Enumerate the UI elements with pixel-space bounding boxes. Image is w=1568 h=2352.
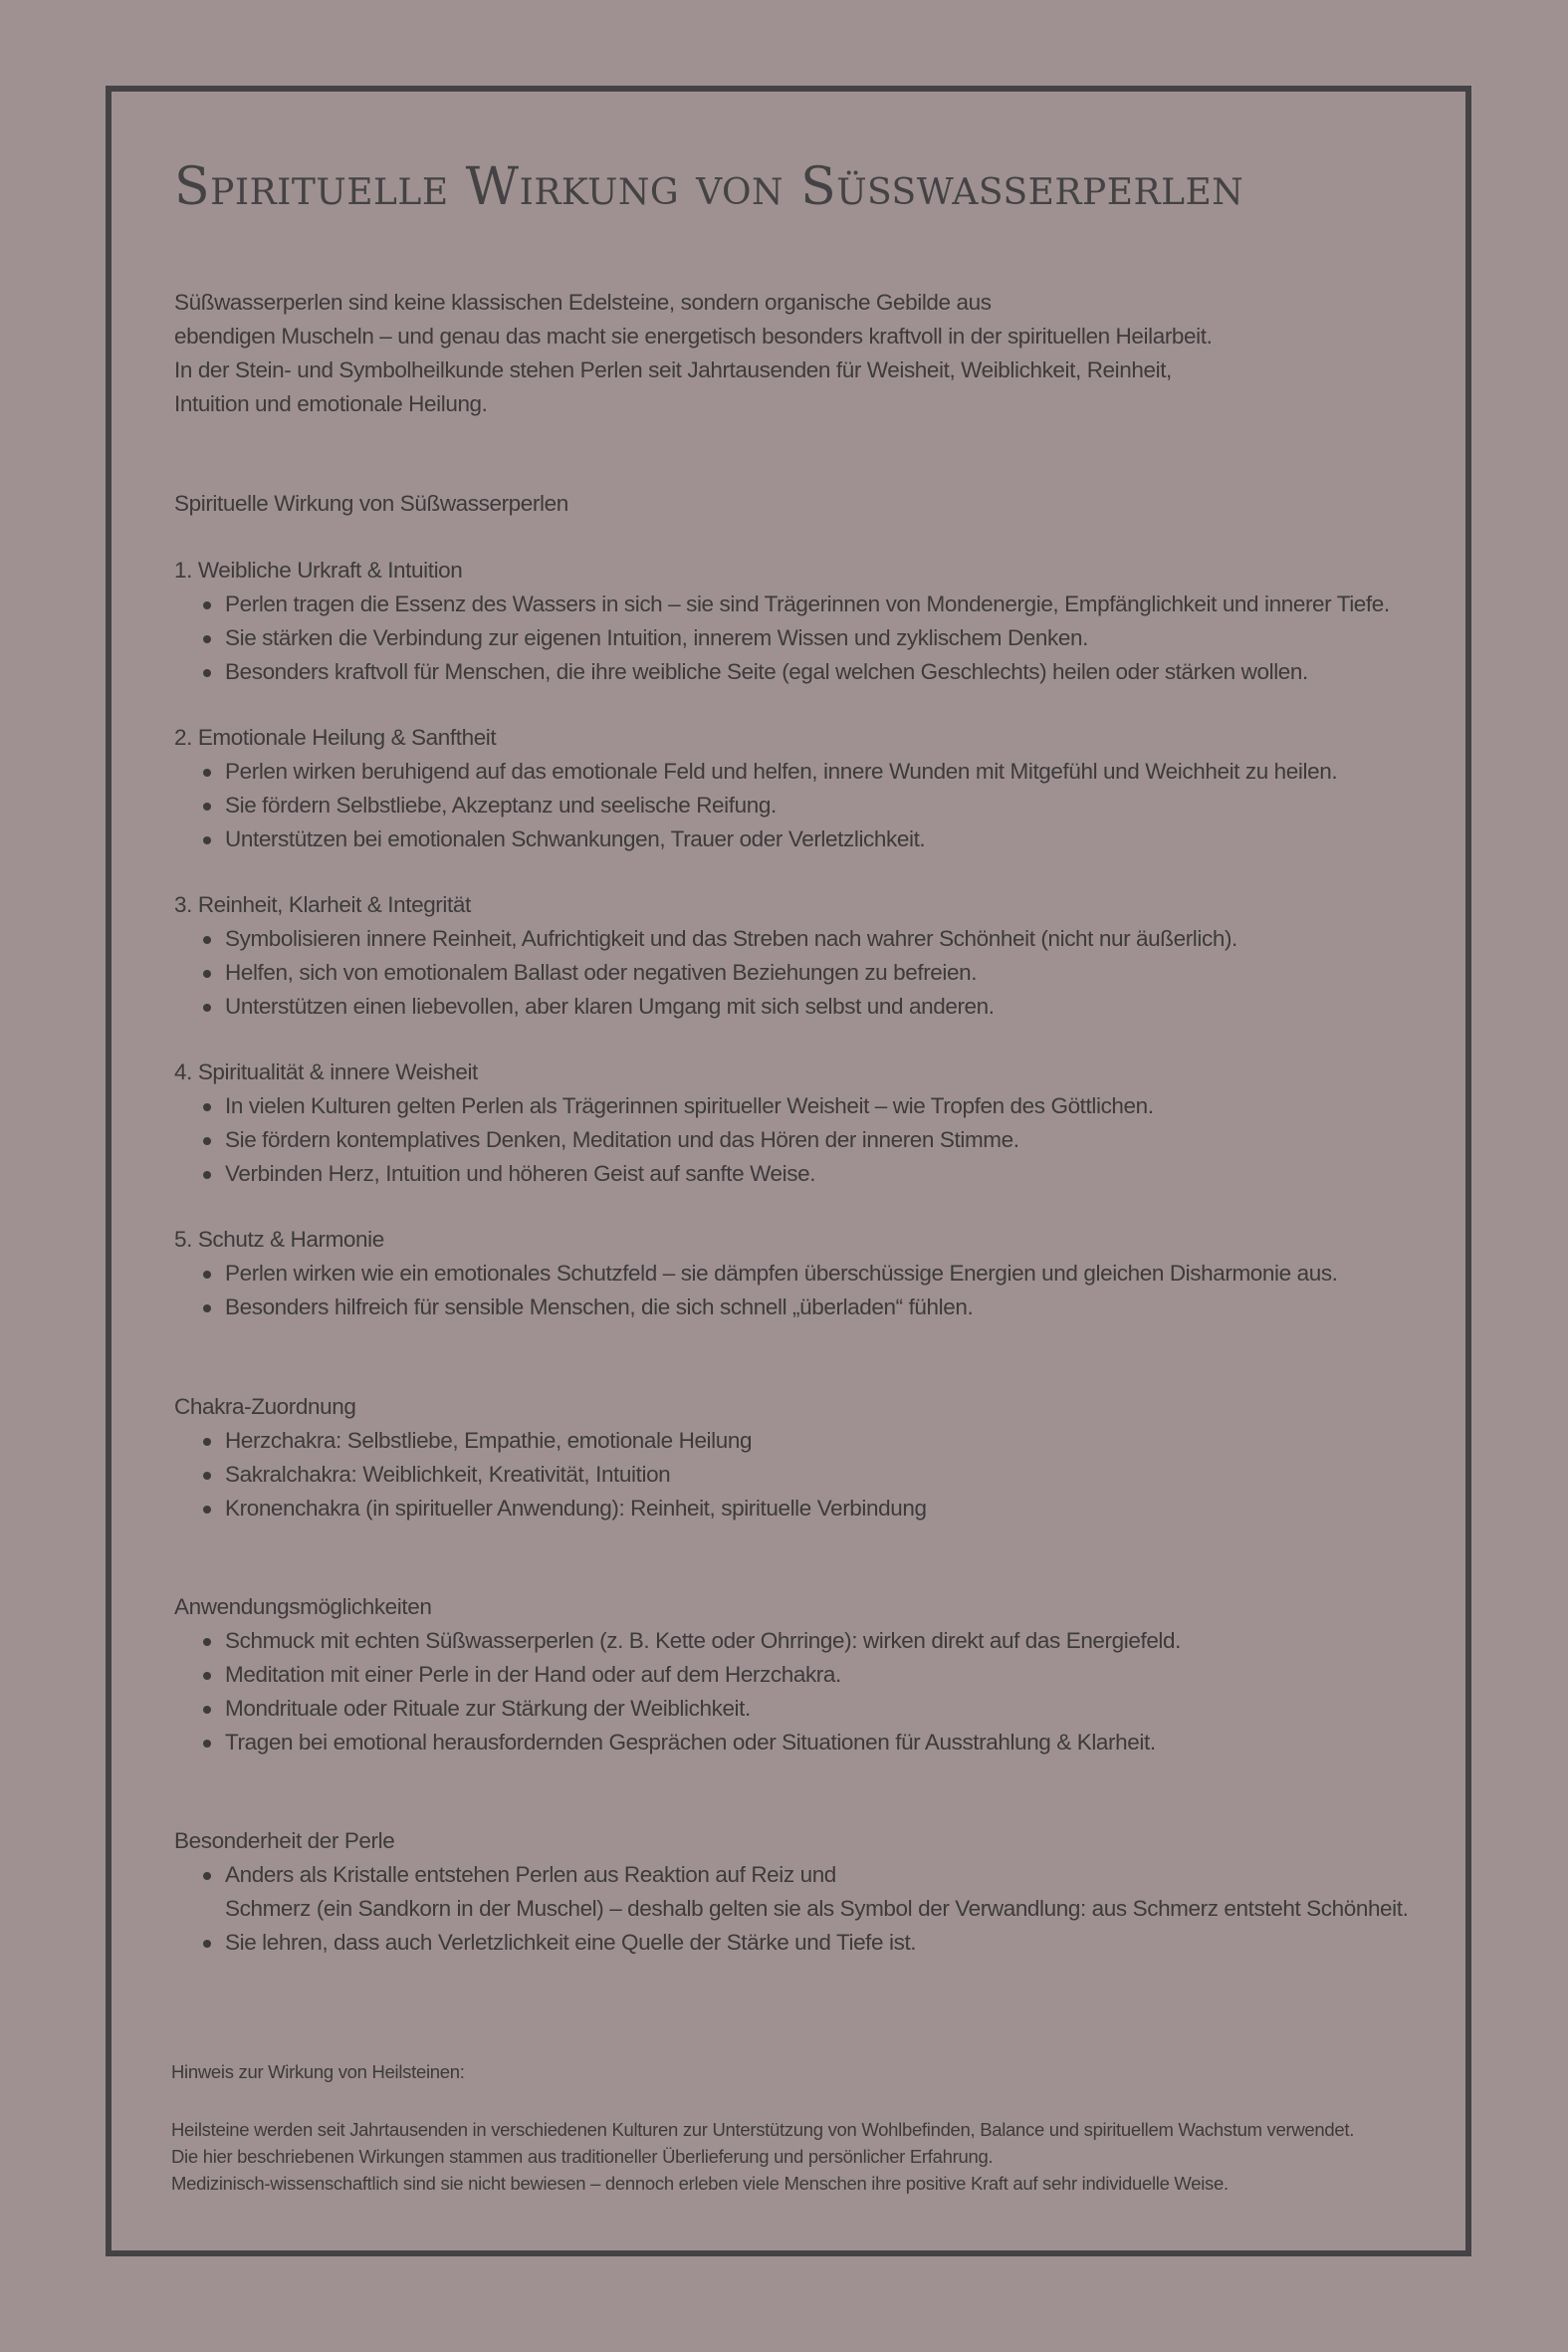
- list-item: Sie stärken die Verbindung zur eigenen Intuition, innerem Wissen und zyklischem Denken.: [225, 621, 1390, 655]
- list-item: In vielen Kulturen gelten Perlen als Trägerinnen spiritueller Weisheit – wie Tropfen des Göttlichen.: [225, 1089, 1154, 1123]
- section-5: [174, 1223, 1338, 1324]
- disclaimer-heading: Hinweis zur Wirkung von Heilsteinen:: [171, 2061, 465, 2082]
- section-2: [174, 721, 1337, 856]
- bullet-list: [174, 1089, 1154, 1191]
- list-item: Sie fördern Selbstliebe, Akzeptanz und seelische Reifung.: [225, 789, 1337, 823]
- list-item-line: Anders als Kristalle entstehen Perlen aus Reaktion auf Reiz und: [225, 1862, 836, 1887]
- section-heading: 2. Emotionale Heilung & Sanftheit: [174, 725, 497, 750]
- list-item: Sakralchakra: Weiblichkeit, Kreativität, Intuition: [225, 1458, 927, 1492]
- bullet-list: [174, 922, 1237, 1024]
- section-heading: Anwendungsmöglichkeiten: [174, 1594, 432, 1619]
- section-heading: 5. Schutz & Harmonie: [174, 1227, 384, 1252]
- list-item: Schmuck mit echten Süßwasserperlen (z. B. Kette oder Ohrringe): wirken direkt auf das Energiefeld.: [225, 1624, 1181, 1658]
- list-item: Perlen tragen die Essenz des Wassers in sich – sie sind Trägerinnen von Mondenergie, Empfänglichkeit und innerer Tiefe.: [225, 588, 1390, 621]
- list-item: Symbolisieren innere Reinheit, Aufrichtigkeit und das Streben nach wahrer Schönheit (nicht nur äußerlich).: [225, 922, 1237, 956]
- list-item: Unterstützen einen liebevollen, aber klaren Umgang mit sich selbst und anderen.: [225, 990, 1237, 1024]
- intro-line: ebendigen Muscheln – und genau das macht sie energetisch besonders kraftvoll in der spirituellen Heilarbeit.: [174, 324, 1213, 349]
- section-3: [174, 888, 1237, 1024]
- intro-paragraph: [174, 286, 1212, 421]
- list-item: Besonders hilfreich für sensible Menschen, die sich schnell „überladen“ fühlen.: [225, 1291, 1338, 1324]
- intro-line: Süßwasserperlen sind keine klassischen Edelsteine, sondern organische Gebilde aus: [174, 290, 992, 315]
- section-subtitle: Spirituelle Wirkung von Süßwasserperlen: [174, 491, 568, 516]
- list-item: Meditation mit einer Perle in der Hand oder auf dem Herzchakra.: [225, 1658, 1181, 1692]
- list-item: Perlen wirken wie ein emotionales Schutzfeld – sie dämpfen überschüssige Energien und gleichen Disharmonie aus.: [225, 1257, 1338, 1291]
- bullet-list: [174, 1424, 927, 1526]
- section-heading: 4. Spiritualität & innere Weisheit: [174, 1059, 478, 1084]
- list-item: Mondrituale oder Rituale zur Stärkung der Weiblichkeit.: [225, 1692, 1181, 1726]
- disclaimer-line: Die hier beschriebenen Wirkungen stammen aus traditioneller Überlieferung und persönlicher Erfahrung.: [171, 2146, 994, 2167]
- intro-line: In der Stein- und Symbolheilkunde stehen Perlen seit Jahrtausenden für Weisheit, Weiblichkeit, Reinheit,: [174, 357, 1172, 382]
- list-item: Tragen bei emotional herausfordernden Gesprächen oder Situationen für Ausstrahlung & Klarheit.: [225, 1726, 1181, 1760]
- list-item: Besonders kraftvoll für Menschen, die ihre weibliche Seite (egal welchen Geschlechts) heilen oder stärken wollen.: [225, 655, 1390, 689]
- list-item: [225, 1858, 1408, 1926]
- list-item: Perlen wirken beruhigend auf das emotionale Feld und helfen, innere Wunden mit Mitgefühl und Weichheit zu heilen.: [225, 755, 1337, 789]
- bullet-list: [174, 1257, 1338, 1324]
- list-item-line: Schmerz (ein Sandkorn in der Muschel) – deshalb gelten sie als Symbol der Verwandlung: aus Schmerz entsteht Schönheit.: [225, 1896, 1409, 1921]
- list-item: Sie lehren, dass auch Verletzlichkeit eine Quelle der Stärke und Tiefe ist.: [225, 1926, 1408, 1960]
- special-section: [174, 1824, 1408, 1960]
- disclaimer-line: Heilsteine werden seit Jahrtausenden in verschiedenen Kulturen zur Unterstützung von Wohlbefinden, Balance und spirituellem Wachstum verwendet.: [171, 2119, 1355, 2140]
- list-item: Verbinden Herz, Intuition und höheren Geist auf sanfte Weise.: [225, 1157, 1154, 1191]
- section-heading: Besonderheit der Perle: [174, 1828, 395, 1853]
- bullet-list: [174, 1858, 1408, 1960]
- page-title: Spirituelle Wirkung von Süsswasserperlen: [174, 157, 1244, 217]
- bullet-list: [174, 1624, 1181, 1760]
- list-item: Herzchakra: Selbstliebe, Empathie, emotionale Heilung: [225, 1424, 927, 1458]
- section-heading: 3. Reinheit, Klarheit & Integrität: [174, 892, 471, 917]
- section-4: [174, 1056, 1154, 1191]
- section-heading: Chakra-Zuordnung: [174, 1394, 356, 1419]
- bullet-list: [174, 755, 1337, 856]
- list-item: Helfen, sich von emotionalem Ballast oder negativen Beziehungen zu befreien.: [225, 956, 1237, 990]
- usage-section: [174, 1590, 1181, 1760]
- bullet-list: [174, 588, 1390, 689]
- list-item: Unterstützen bei emotionalen Schwankungen, Trauer oder Verletzlichkeit.: [225, 823, 1337, 856]
- list-item: Sie fördern kontemplatives Denken, Meditation und das Hören der inneren Stimme.: [225, 1123, 1154, 1157]
- list-item: Kronenchakra (in spiritueller Anwendung): Reinheit, spirituelle Verbindung: [225, 1492, 927, 1526]
- chakra-section: [174, 1390, 927, 1526]
- intro-line: Intuition und emotionale Heilung.: [174, 391, 488, 416]
- section-heading: 1. Weibliche Urkraft & Intuition: [174, 558, 463, 583]
- disclaimer-line: Medizinisch-wissenschaftlich sind sie nicht bewiesen – dennoch erleben viele Menschen ihre positive Kraft auf sehr individuelle Weise.: [171, 2173, 1229, 2194]
- section-1: [174, 554, 1390, 689]
- disclaimer-text: [171, 2116, 1354, 2197]
